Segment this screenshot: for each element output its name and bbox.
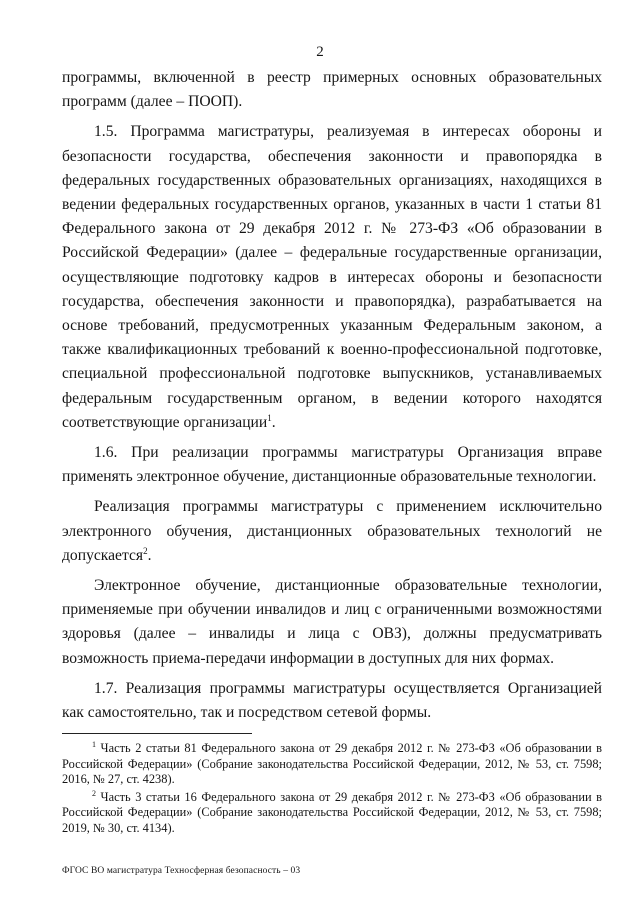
paragraph-text: 1.5. Программа магистратуры, реализуемая в интересах обороны и безопасности государства, обеспечения законности и правопорядка в федеральных государственных образовательных организациях, находящихся в ведении федеральных государственных органов, указанных в части 1 статьи 81 Федерального закона от 29 декабря 2012 г. № 273-ФЗ «Об образовании в Российской Федерации» (далее – федеральные государственные организации, осуществляющие подготовку кадров в интересах обороны и безопасности государства, обеспечения законности и правопорядка), разрабатывается на основе требований, предусмотренных указанным Федеральным законом, а также квалификационных требований к военно-профессиональной подготовке, специальной профессиональной подготовке выпускников, устанавливаемых федеральным государственным органом, в ведении которого находятся соответствующие организации: [62, 123, 602, 431]
footnote-1: [62, 741, 602, 788]
footnotes: [62, 741, 602, 839]
footnote-mark: 2: [92, 788, 96, 798]
paragraph-text: 1.6. При реализации программы магистратуры Организация вправе применять электронное обучение, дистанционные образовательные технологии.: [62, 444, 602, 486]
footnote-text: Часть 2 статьи 81 Федерального закона от 29 декабря 2012 г. № 273-ФЗ «Об образовании в Российской Федерации» (Собрание законодательства Российской Федерации, 2012, № 53, ст. 7598; 2016, № 27, ст. 4238).: [62, 741, 602, 787]
paragraph-text: 1.7. Реализация программы магистратуры осуществляется Организацией как самостоятельно, так и посредством сетевой формы.: [62, 679, 602, 722]
footnote-mark: 1: [92, 739, 96, 749]
paragraph-1-5: [62, 120, 602, 435]
footnote-ref-2[interactable]: 2: [143, 545, 148, 556]
body-text: [62, 66, 602, 731]
paragraph-1-7: [62, 677, 602, 725]
page-footer: ФГОС ВО магистратура Техносферная безопасность – 03: [62, 866, 301, 876]
footnote-divider: [62, 733, 252, 734]
paragraph-text: Электронное обучение, дистанционные образовательные технологии, применяемые при обучении инвалидов и лиц с ограниченными возможностями здоровья (далее – инвалиды и лица с ОВЗ), должны предусматривать возможность приема-передачи информации в доступных для них формах.: [62, 577, 602, 667]
paragraph-tail: .: [147, 546, 152, 564]
paragraph-text: Реализация программы магистратуры с применением исключительно электронного обучения, дистанционных образовательных технологий не допускается: [62, 498, 602, 564]
page-number: 2: [316, 44, 324, 60]
footnote-2: [62, 790, 602, 837]
paragraph-text: программы, включенной в реестр примерных основных образовательных программ (далее – ПООП).: [62, 69, 602, 111]
paragraph-elearning-ovz: [62, 574, 602, 671]
footnote-text: Часть 3 статьи 16 Федерального закона от 29 декабря 2012 г. № 273-ФЗ «Об образовании в Российской Федерации» (Собрание законодательства Российской Федерации, 2012, № 53, ст. 7598; 2019, № 30, ст. 4134).: [62, 789, 602, 835]
paragraph-1-6: [62, 441, 602, 489]
paragraph-exclusive-elearning: [62, 495, 602, 568]
footnote-ref-1[interactable]: 1: [267, 412, 272, 423]
paragraph-tail: .: [271, 413, 276, 431]
paragraph-continuation: [62, 66, 602, 114]
